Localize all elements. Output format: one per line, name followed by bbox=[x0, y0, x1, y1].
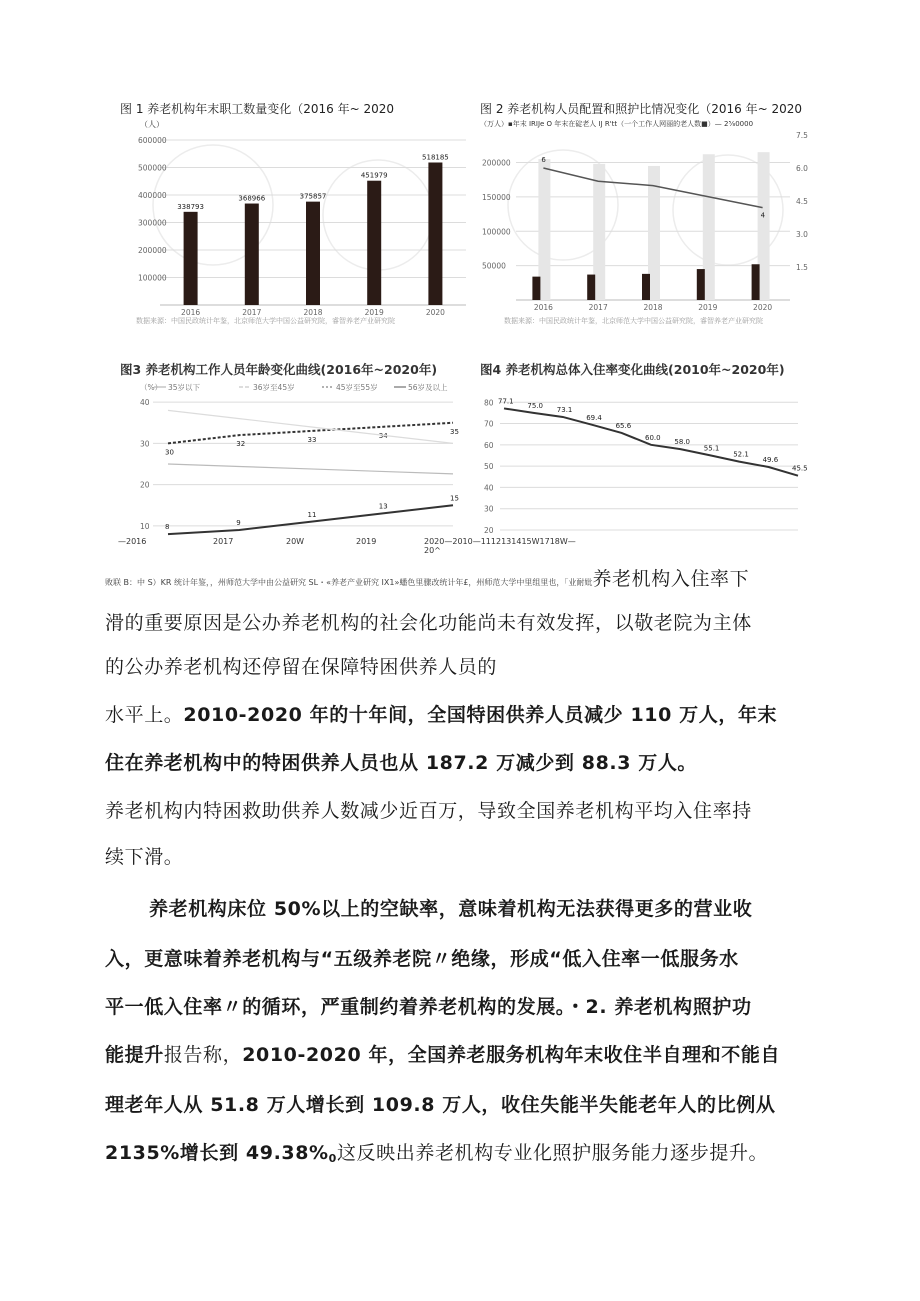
f2-ytick-left: 150000 bbox=[482, 192, 511, 202]
f4-ytick: 50 bbox=[484, 462, 494, 472]
f2-ytick-right: 3.0 bbox=[796, 230, 808, 239]
text-line-11 bbox=[105, 1040, 780, 1067]
f1-ytick: 300000 bbox=[138, 218, 167, 228]
f1-bar-label: 338793 bbox=[177, 202, 204, 211]
text-line-4-b: 2010-2020 年的十年间，全国特困供养人员减少 110 万人，年末 bbox=[183, 704, 778, 726]
f1-xtick: 2018 bbox=[303, 308, 323, 317]
text-line-11-b: 报告称， bbox=[163, 1044, 243, 1066]
f3-legend-item: 36岁至45岁 bbox=[253, 383, 295, 392]
f1-bar-label: 518185 bbox=[422, 153, 449, 162]
f3-ytick: 30 bbox=[140, 439, 150, 449]
text-line-13 bbox=[105, 1138, 768, 1165]
text-line-13-sub: 0 bbox=[328, 1152, 337, 1165]
xlabel-20w: 20W bbox=[286, 537, 305, 546]
f3-legend-item: 45岁至55岁 bbox=[336, 383, 378, 392]
xlabel-2020-tail: 2020—2010—1112131415W1718W—20^ bbox=[424, 537, 576, 555]
f1-bar-label: 375857 bbox=[299, 192, 327, 201]
f4-point-label: 69.4 bbox=[586, 413, 602, 422]
f3-point-label: 13 bbox=[378, 502, 388, 511]
f3-ytick: 40 bbox=[140, 398, 150, 408]
f1-bar bbox=[184, 212, 198, 305]
f4-ytick: 40 bbox=[484, 483, 494, 493]
f2-ytick-right: 7.5 bbox=[796, 131, 808, 140]
f2-ytick-right: 4.5 bbox=[796, 197, 808, 206]
f1-bar bbox=[428, 162, 442, 305]
f3-point-label: 8 bbox=[165, 523, 170, 532]
f1-bar bbox=[245, 204, 259, 305]
f3-point-label: 30 bbox=[165, 448, 174, 457]
text-line-13-a: 2135%增长到 49.38% bbox=[105, 1142, 329, 1164]
figure-3-chart bbox=[118, 358, 473, 550]
f2-ytick-right: 6.0 bbox=[796, 164, 808, 173]
text-line-2: 滑的重要原因是公办养老机构的社会化功能尚未有效发挥，以敬老院为主体 bbox=[105, 612, 752, 634]
f3-ytick: 10 bbox=[140, 521, 150, 531]
f1-ytick: 500000 bbox=[138, 163, 167, 173]
f3-point-label: 9 bbox=[236, 519, 241, 527]
text-line-5: 住在养老机构中的特困供养人员也从 187.2 万减少到 88.3 万人。 bbox=[105, 752, 698, 774]
text-line-10: 平一低入住率〃的循环，严重制约着养老机构的发展。・2. 养老机构照护功 bbox=[105, 996, 752, 1018]
f4-point-label: 49.6 bbox=[762, 455, 779, 464]
f2-point-label-first: 6 bbox=[541, 156, 546, 164]
f3-point-label: 35 bbox=[450, 427, 459, 436]
f3-point-label: 34 bbox=[378, 431, 388, 440]
f2-bar-staff bbox=[587, 275, 595, 300]
figure-2-legend: （万人）▪年末 IRIJe O 年末在碇老人 IJ R'tt（一个工作人网丽的老人数■）— 2⅝0000 bbox=[480, 120, 754, 128]
figure-4-title: 图4 养老机构总体入住率变化曲线(2010年~2020年) bbox=[480, 362, 785, 377]
f1-xtick: 2017 bbox=[242, 308, 262, 317]
f2-xtick: 2020 bbox=[753, 303, 773, 312]
figure-2-source: 数据来源：中国民政统计年鉴，北京师范大学中国公益研究院，睿智养老产业研究院 bbox=[504, 317, 763, 325]
f1-bar-label: 451979 bbox=[360, 171, 388, 180]
f4-ytick: 70 bbox=[484, 419, 494, 429]
f4-point-label: 75.0 bbox=[527, 401, 543, 410]
f1-xtick: 2020 bbox=[425, 308, 445, 317]
f1-ytick: 200000 bbox=[138, 246, 167, 255]
article-body bbox=[105, 560, 825, 1165]
xlabel-2016: —2016 bbox=[118, 537, 147, 546]
f1-ytick: 100000 bbox=[138, 273, 167, 283]
f2-ytick-left: 50000 bbox=[482, 261, 506, 271]
f1-bar-label: 368966 bbox=[238, 194, 266, 203]
f2-xtick: 2016 bbox=[533, 303, 553, 312]
f2-xtick: 2019 bbox=[698, 303, 718, 312]
text-line-4 bbox=[105, 700, 777, 727]
text-line-13-b: 这反映出养老机构专业化照护服务能力逐步提升。 bbox=[336, 1142, 769, 1164]
f4-point-label: 73.1 bbox=[556, 405, 573, 414]
f1-bar bbox=[367, 181, 381, 305]
source-note-line bbox=[105, 564, 749, 591]
figure-4-chart bbox=[478, 358, 818, 543]
f3-legend-item: 56岁及以上 bbox=[408, 383, 448, 392]
figure-3-4-xlabel-row bbox=[118, 537, 588, 555]
f3-series-line bbox=[168, 502, 453, 534]
f2-ytick-left: 100000 bbox=[482, 227, 511, 237]
f2-bar-staff bbox=[532, 277, 540, 300]
f4-ytick: 60 bbox=[484, 440, 494, 450]
text-line-11-c: 2010-2020 年，全国养老服务机构年末收住半自理和不能自 bbox=[242, 1044, 781, 1066]
f4-point-label: 77.1 bbox=[498, 397, 514, 406]
f1-ytick: 400000 bbox=[138, 191, 167, 200]
f1-xtick: 2016 bbox=[181, 308, 201, 317]
f4-point-label: 65.6 bbox=[615, 421, 632, 430]
f3-series-line bbox=[168, 464, 453, 474]
f1-xtick: 2019 bbox=[364, 308, 384, 317]
f2-xtick: 2018 bbox=[643, 303, 663, 312]
f1-bar bbox=[306, 202, 320, 305]
text-line-8: 养老机构床位 50%以上的空缺率，意味着机构无法获得更多的营业收 bbox=[149, 898, 753, 920]
text-line-12: 理老年人从 51.8 万人增长到 109.8 万人，收住失能半失能老年人的比例从 bbox=[105, 1094, 776, 1116]
f4-point-label: 55.1 bbox=[703, 444, 720, 453]
f3-legend-unit: （%） bbox=[140, 383, 163, 392]
f2-ytick-right: 1.5 bbox=[796, 263, 808, 272]
f2-bar-staff bbox=[642, 274, 650, 300]
figure-1-source: 数据来源：中国民政统计年鉴，北京师范大学中国公益研究院，睿智养老产业研究院 bbox=[136, 317, 395, 325]
paragraph-1-start: 养老机构入住率下 bbox=[592, 568, 750, 590]
f4-ytick: 20 bbox=[484, 526, 494, 535]
figure-2-chart bbox=[478, 95, 818, 335]
f4-point-label: 60.0 bbox=[645, 433, 661, 442]
text-line-7: 续下滑。 bbox=[105, 846, 184, 868]
f4-point-label: 45.5 bbox=[792, 464, 808, 473]
f1-ytick: 600000 bbox=[138, 136, 167, 145]
f4-ytick: 80 bbox=[484, 398, 494, 408]
text-line-9: 入，更意味着养老机构与“五级养老院〃绝缘，形成“低入住率一低服务水 bbox=[105, 948, 739, 970]
f2-bar-staff bbox=[697, 269, 705, 300]
xlabel-2019: 2019 bbox=[356, 537, 377, 546]
figure-1-title: 图 1 养老机构年末职工数量变化（2016 年~ 2020 bbox=[120, 102, 395, 116]
text-line-6: 养老机构内特困救助供养人数减少近百万，导致全国养老机构平均入住率持 bbox=[105, 800, 752, 822]
text-line-4-a: 水平上。 bbox=[105, 704, 184, 726]
f2-bar-staff bbox=[752, 264, 760, 300]
f3-legend-item: 35岁以下 bbox=[168, 383, 201, 392]
f4-ytick: 30 bbox=[484, 504, 494, 514]
f3-point-label: 33 bbox=[307, 436, 317, 444]
source-note: 败联 B：中 S）KR 统计年鉴，，州师范大学中由公益研究 SL・«养老产业研究 IX1»蟠色里骤改统计年£，州师范大学中里组里也，「业耐妣 bbox=[105, 578, 593, 587]
xlabel-2017: 2017 bbox=[213, 537, 234, 546]
f2-point-label-last: 4 bbox=[760, 211, 766, 220]
figure-1-chart bbox=[118, 95, 473, 335]
f4-point-label: 52.1 bbox=[733, 450, 749, 459]
f4-point-label: 58.0 bbox=[674, 438, 690, 447]
text-line-11-a: 能提升 bbox=[105, 1044, 164, 1066]
f3-point-label: 11 bbox=[307, 510, 317, 519]
figure-2-title: 图 2 养老机构人员配置和照护比情况变化（2016 年~ 2020 bbox=[480, 102, 803, 116]
f3-ytick: 20 bbox=[140, 480, 150, 490]
figure-1-unit: （人） bbox=[140, 120, 164, 129]
text-line-3: 的公办养老机构还停留在保障特困供养人员的 bbox=[105, 656, 498, 678]
figure-3-title: 图3 养老机构工作人员年龄变化曲线(2016年~2020年) bbox=[120, 362, 438, 377]
f2-xtick: 2017 bbox=[588, 303, 608, 312]
f3-point-label: 32 bbox=[236, 440, 246, 449]
f2-ytick-left: 200000 bbox=[482, 158, 511, 168]
f3-point-label: 15 bbox=[450, 494, 459, 503]
